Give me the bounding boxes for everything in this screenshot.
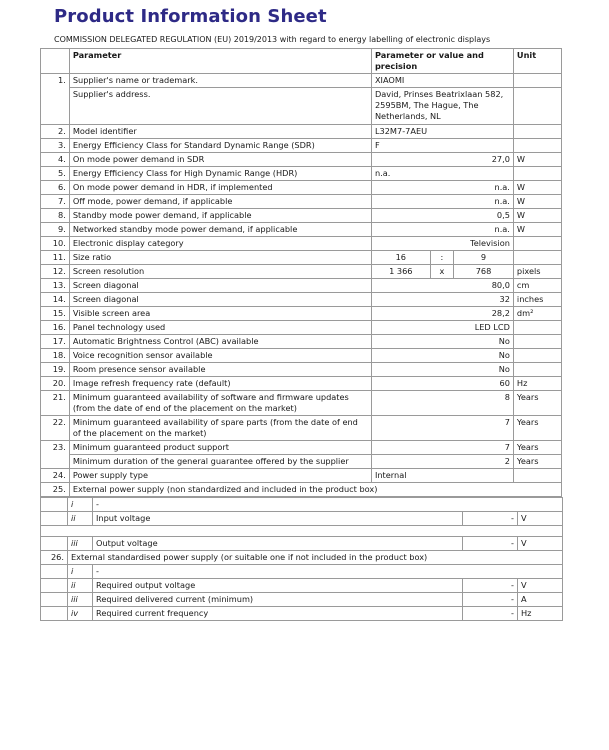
list-item: iii Required delivered current (minimum) - A bbox=[41, 593, 563, 607]
table-row: 13. Screen diagonal 80,0 cm bbox=[41, 279, 562, 293]
regulation-subtitle: COMMISSION DELEGATED REGULATION (EU) 2019/2013 with regard to energy labelling of electronic displays bbox=[54, 35, 491, 44]
table-row: 23. Minimum guaranteed product support 7 Years bbox=[41, 441, 562, 455]
table-row: 24. Power supply type Internal bbox=[41, 469, 562, 483]
table-row: 9. Networked standby mode power demand, if applicable n.a. W bbox=[41, 223, 562, 237]
list-item: ii Input voltage - V bbox=[41, 512, 563, 526]
table-row: 16. Panel technology used LED LCD bbox=[41, 321, 562, 335]
page-title: Product Information Sheet bbox=[54, 6, 327, 27]
table-row: 19. Room presence sensor available No bbox=[41, 363, 562, 377]
table-row: 4. On mode power demand in SDR 27,0 W bbox=[41, 153, 562, 167]
table-row: 15. Visible screen area 28,2 dm² bbox=[41, 307, 562, 321]
header-unit: Unit bbox=[513, 49, 561, 74]
list-item: ii Required output voltage - V bbox=[41, 579, 563, 593]
table-row: 26. External standardised power supply (or suitable one if not included in the product box) bbox=[41, 551, 563, 565]
table-row: 14. Screen diagonal 32 inches bbox=[41, 293, 562, 307]
table-row: 25. External power supply (non standardized and included in the product box) bbox=[41, 483, 562, 497]
product-information-sheet bbox=[40, 6, 562, 621]
table-row: 5. Energy Efficiency Class for High Dynamic Range (HDR) n.a. bbox=[41, 167, 562, 181]
table-row: 8. Standby mode power demand, if applicable 0,5 W bbox=[41, 209, 562, 223]
list-item: iv Required current frequency - Hz bbox=[41, 607, 563, 621]
table-row: 18. Voice recognition sensor available No bbox=[41, 349, 562, 363]
list-item: i - bbox=[41, 565, 563, 579]
table-row: 10. Electronic display category Television bbox=[41, 237, 562, 251]
table-row: 17. Automatic Brightness Control (ABC) available No bbox=[41, 335, 562, 349]
table-row: Minimum duration of the general guarantee offered by the supplier 2 Years bbox=[41, 455, 562, 469]
list-item: iii Output voltage - V bbox=[41, 537, 563, 551]
table-row: 22. Minimum guaranteed availability of spare parts (from the date of end of the placement on the market) 7 Years bbox=[41, 416, 562, 441]
table-row: 7. Off mode, power demand, if applicable n.a. W bbox=[41, 195, 562, 209]
table-row: 20. Image refresh frequency rate (default) 60 Hz bbox=[41, 377, 562, 391]
table-header-row bbox=[41, 49, 562, 74]
table-row: 2. Model identifier L32M7-7AEU bbox=[41, 125, 562, 139]
list-item: i - bbox=[41, 498, 563, 512]
parameters-table bbox=[40, 48, 562, 497]
table-row: Supplier's address. David, Prinses Beatrixlaan 582, 2595BM, The Hague, The Netherlands, NL bbox=[41, 88, 562, 125]
table-row: 12. Screen resolution 1 366 x 768 pixels bbox=[41, 265, 562, 279]
table-row: 21. Minimum guaranteed availability of software and firmware updates (from the date of end of the placement on the market) 8 Years bbox=[41, 391, 562, 416]
table-row: 3. Energy Efficiency Class for Standard Dynamic Range (SDR) F bbox=[41, 139, 562, 153]
external-power-supply-table bbox=[40, 497, 563, 621]
table-row: 1. Supplier's name or trademark. XIAOMI bbox=[41, 74, 562, 88]
header-value: Parameter or value and precision bbox=[371, 49, 513, 74]
table-row: 6. On mode power demand in HDR, if implemented n.a. W bbox=[41, 181, 562, 195]
table-row: 11. Size ratio 16 : 9 bbox=[41, 251, 562, 265]
header-parameter: Parameter bbox=[69, 49, 371, 74]
